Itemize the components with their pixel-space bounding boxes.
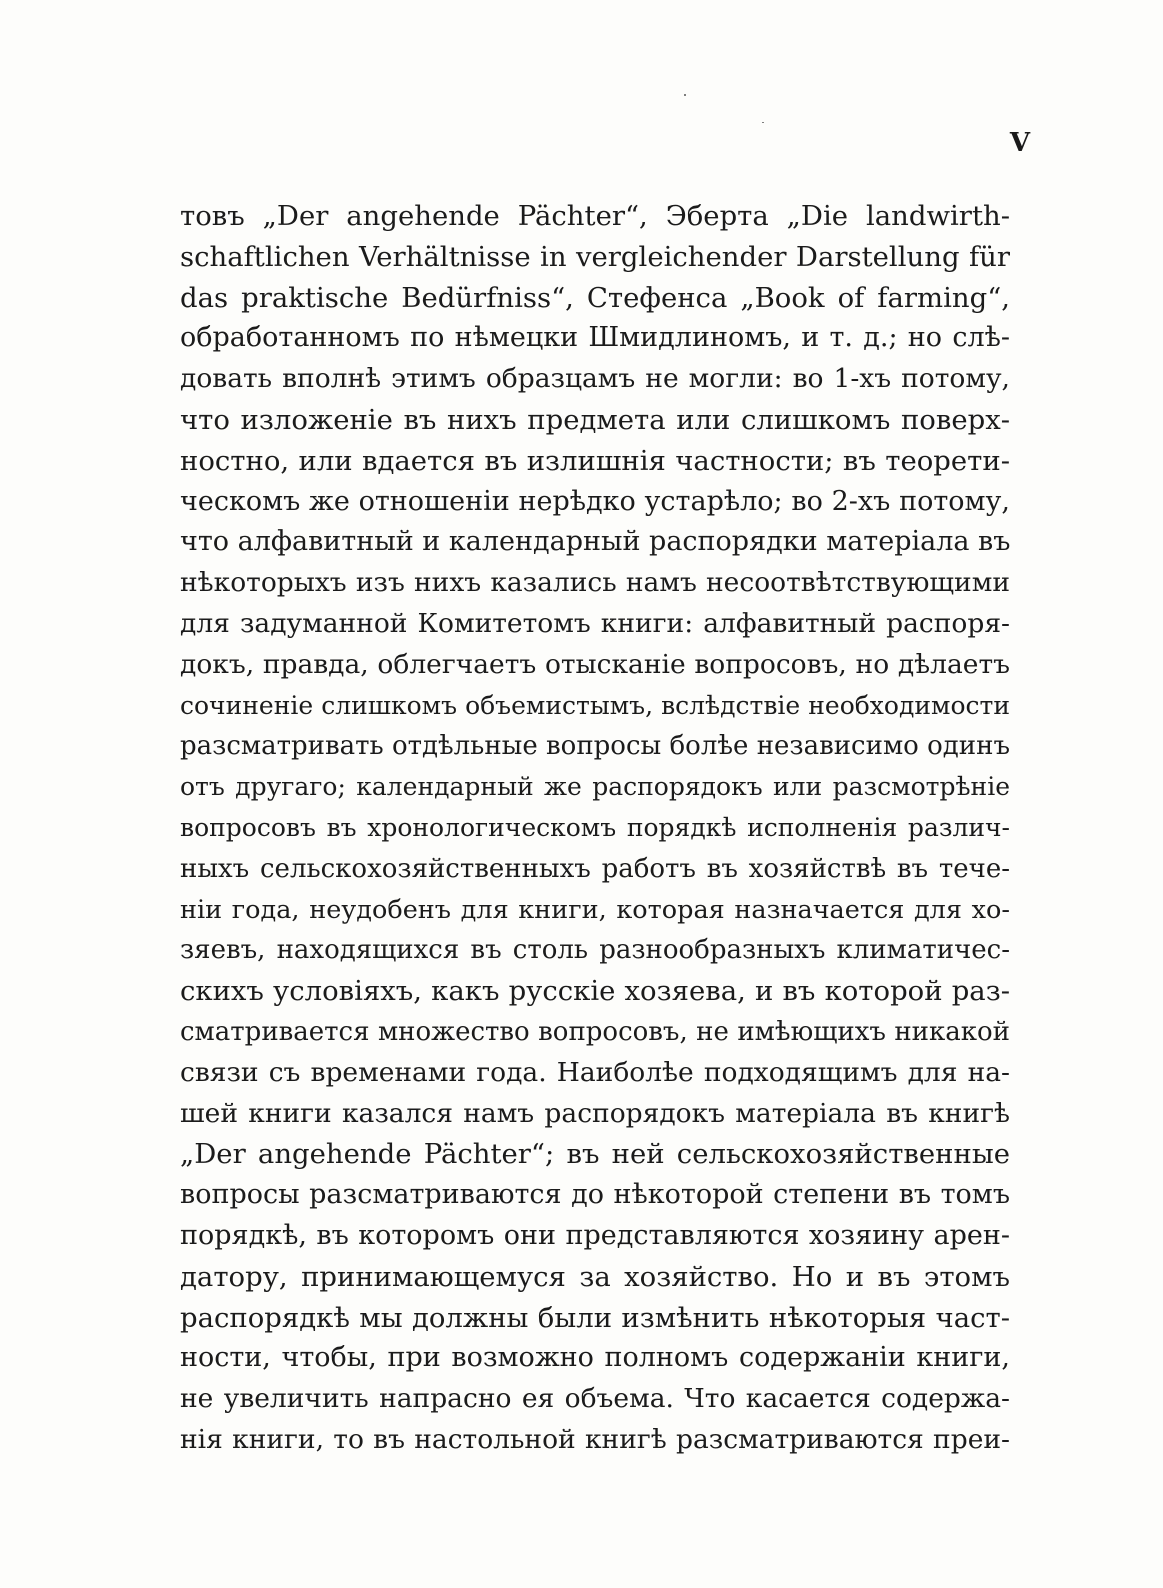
page-number: V (1009, 128, 1030, 158)
text-line: обработанномъ по нѣмецки Шмидлиномъ, и т. д.; но слѣ- (180, 322, 1010, 354)
text-line: ческомъ же отношенiи нерѣдко устарѣло; во 2-хъ потому, (180, 485, 1010, 517)
text-line: нiя книги, то въ настольной книгѣ разсматриваются преи- (180, 1423, 1010, 1455)
text-line: разсматривать отдѣльные вопросы болѣе независимо одинъ (180, 731, 1010, 762)
text-line: отъ другаго; календарный же распорядокъ или разсмотрѣнiе (180, 772, 1010, 802)
text-line: сочиненiе слишкомъ объемистымъ, вслѣдствiе необходимости (180, 690, 1010, 720)
text-line: для задуманной Комитетомъ книги: алфавитный распоря- (180, 607, 1010, 639)
text-line: нѣкоторыхъ изъ нихъ казались намъ несоотвѣтствующими (180, 567, 1010, 599)
text-line: распорядкѣ мы должны были измѣнить нѣкоторыя част- (180, 1301, 1010, 1334)
text-line: ности, чтобы, при возможно полномъ содержанiи книги, (180, 1342, 1010, 1374)
text-line: порядкѣ, въ которомъ они представляются хозяину арен- (180, 1219, 1010, 1251)
text-line: нiи года, неудобенъ для книги, которая назначается для хо- (180, 894, 1010, 925)
text-line: вопросы разсматриваются до нѣкоторой степени въ томъ (180, 1179, 1010, 1211)
text-line: докъ, правда, облегчаетъ отысканiе вопросовъ, но дѣлаетъ (180, 648, 1010, 680)
text-line: schaftlichen Verhältnisse in vergleichender Darstellung für (180, 240, 1010, 273)
text-line: датору, принимающемуся за хозяйство. Но и въ этомъ (180, 1260, 1010, 1293)
text-line: не увеличить напрасно ея объема. Что касается содержа- (180, 1383, 1010, 1415)
text-line: зяевъ, находящихся въ столь разнообразныхъ климатичес- (180, 935, 1010, 966)
text-line: das praktische Bedürfniss“, Стефенса „Book of farming“, (180, 281, 1010, 314)
text-line: „Der angehende Pächter“; въ ней сельскохозяйственные (180, 1138, 1010, 1171)
body-text (180, 196, 1010, 1461)
scan-speck (684, 94, 686, 96)
text-line: ностно, или вдается въ излишнiя частности; въ теорети- (180, 444, 1010, 477)
text-line: что изложенiе въ нихъ предмета или слишкомъ поверх- (180, 403, 1010, 436)
text-line: довать вполнѣ этимъ образцамъ не могли: во 1-хъ потому, (180, 363, 1010, 395)
text-line: вопросовъ въ хронологическомъ порядкѣ исполненiя различ- (180, 812, 1010, 842)
text-line: что алфавитный и календарный распорядки матерiала въ (180, 526, 1010, 558)
text-line: сматривается множество вопросовъ, не имѣющихъ никакой (180, 1016, 1010, 1047)
text-line: шей книги казался намъ распорядокъ матерiала въ книгѣ (180, 1097, 1010, 1129)
text-line: связи съ временами года. Наиболѣе подходящимъ для на- (180, 1056, 1010, 1088)
text-line: скихъ условiяхъ, какъ русскiе хозяева, и въ которой раз- (180, 975, 1010, 1008)
text-line: товъ „Der angehende Pächter“, Эберта „Die landwirth- (180, 200, 1010, 232)
scan-speck (762, 122, 764, 123)
text-line: ныхъ сельскохозяйственныхъ работъ въ хозяйствѣ въ тече- (180, 853, 1010, 884)
